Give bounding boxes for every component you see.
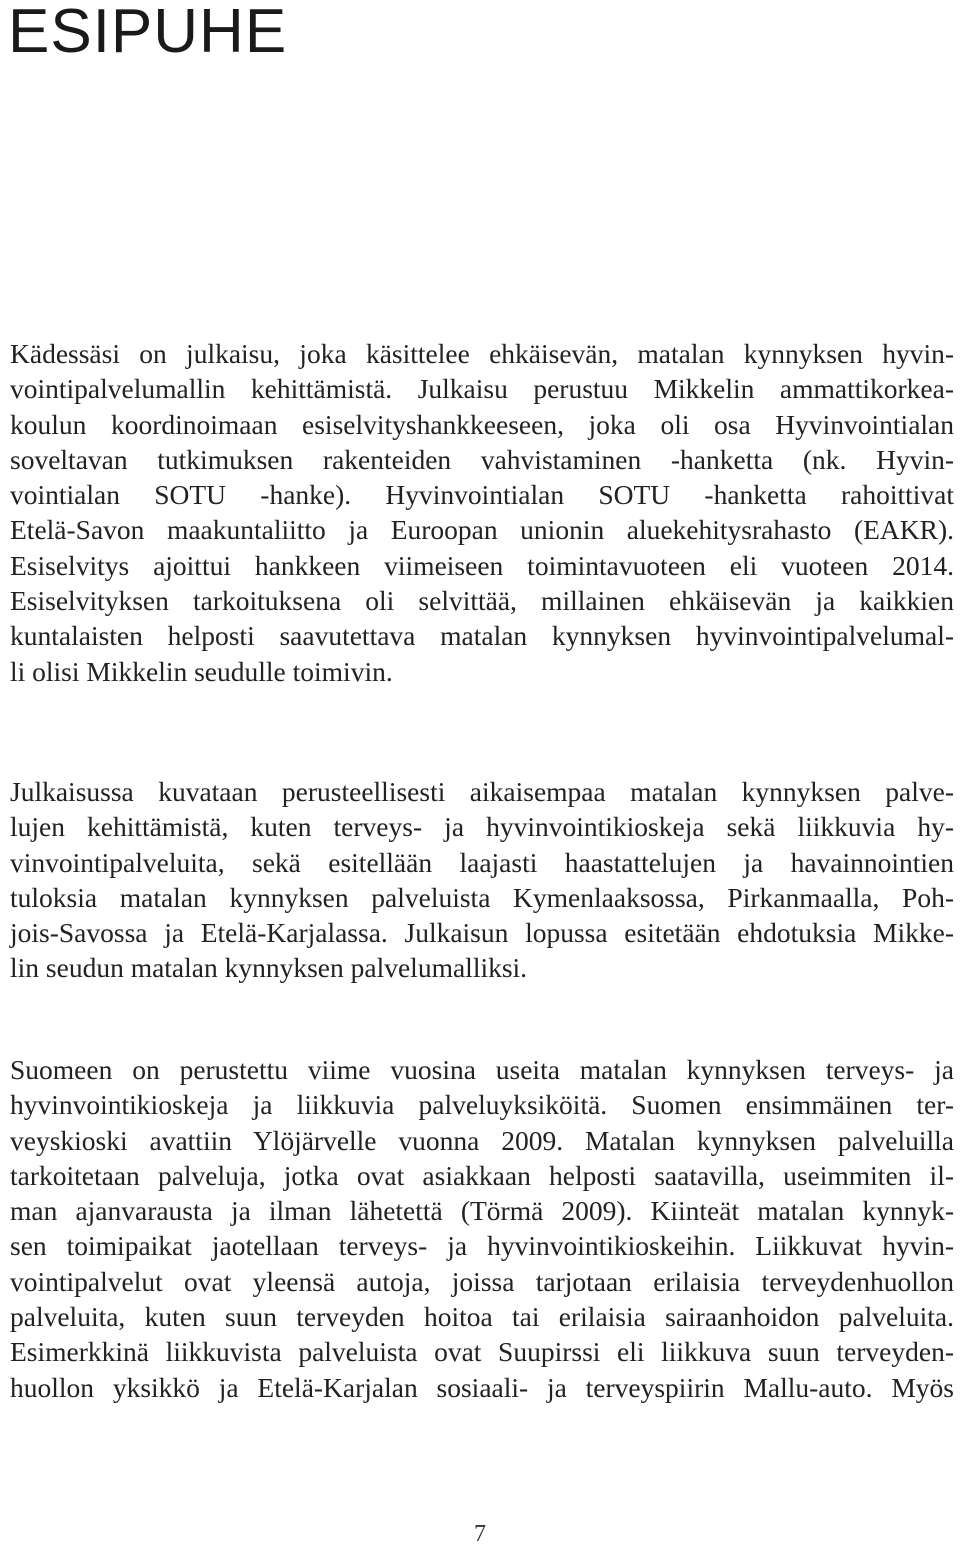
paragraph-text xyxy=(10,774,954,986)
text-line: koulun koordinoimaan esiselvityshankkeeseen, joka oli osa Hyvinvointialan xyxy=(10,408,954,440)
text-line: Esimerkkinä liikkuvista palveluista ovat Suupirssi eli liikkuva suun terveyden- xyxy=(10,1336,954,1368)
text-line: Etelä-Savon maakuntaliitto ja Euroopan unionin aluekehitysrahasto (EAKR). xyxy=(10,514,954,546)
text-line: lujen kehittämistä, kuten terveys- ja hyvinvointikioskeja sekä liikkuvia hy- xyxy=(10,811,954,843)
text-line: veyskioski avattiin Ylöjärvelle vuonna 2009. Matalan kynnyksen palveluilla xyxy=(10,1124,954,1156)
text-line: Suomeen on perustettu viime vuosina useita matalan kynnyksen terveys- ja xyxy=(10,1054,954,1085)
page-title: ESIPUHE xyxy=(8,0,288,66)
text-line: Julkaisussa kuvataan perusteellisesti aikaisempaa matalan kynnyksen palve- xyxy=(10,776,954,807)
text-line: hyvinvointikioskeja ja liikkuvia palveluyksiköitä. Suomen ensimmäinen ter- xyxy=(10,1089,954,1121)
paragraph-text xyxy=(10,1052,954,1405)
text-line: jois-Savossa ja Etelä-Karjalassa. Julkaisun lopussa esitetään ehdotuksia Mikke- xyxy=(10,917,954,949)
text-line: lin seudun matalan kynnyksen palvelumalliksi. xyxy=(10,952,528,984)
text-line: kuntalaisten helposti saavutettava matalan kynnyksen hyvinvointipalvelumal- xyxy=(10,620,954,652)
text-line: soveltavan tutkimuksen rakenteiden vahvistaminen -hanketta (nk. Hyvin- xyxy=(10,443,954,475)
text-line: man ajanvarausta ja ilman lähetettä (Törmä 2009). Kiinteät matalan kynnyk- xyxy=(10,1195,954,1227)
text-line: vointialan SOTU -hanke). Hyvinvointialan SOTU -hanketta rahoittivat xyxy=(10,479,954,511)
text-line: vointipalvelut ovat yleensä autoja, joissa tarjotaan erilaisia terveydenhuollon xyxy=(10,1265,954,1297)
text-line: Kädessäsi on julkaisu, joka käsittelee ehkäisevän, matalan kynnyksen hyvin- xyxy=(10,338,954,369)
text-line: huollon yksikkö ja Etelä-Karjalan sosiaali- ja terveyspiirin Mallu-auto. Myös xyxy=(10,1371,954,1403)
text-line: li olisi Mikkelin seudulle toimivin. xyxy=(10,655,393,687)
paragraph-1 xyxy=(10,336,954,689)
paragraph-2 xyxy=(10,774,954,986)
text-line: Esiselvitys ajoittui hankkeen viimeiseen toimintavuoteen eli vuoteen 2014. xyxy=(10,549,954,581)
paragraph-3 xyxy=(10,1052,954,1405)
text-line: palveluita, kuten suun terveyden hoitoa tai erilaisia sairaanhoidon palveluita. xyxy=(10,1301,954,1333)
text-line: vointipalvelumallin kehittämistä. Julkaisu perustuu Mikkelin ammattikorkea- xyxy=(10,373,954,405)
text-line: sen toimipaikat jaotellaan terveys- ja hyvinvointikioskeihin. Liikkuvat hyvin- xyxy=(10,1230,954,1262)
text-line: tuloksia matalan kynnyksen palveluista Kymenlaaksossa, Pirkanmaalla, Poh- xyxy=(10,881,954,913)
text-line: Esiselvityksen tarkoituksena oli selvittää, millainen ehkäisevän ja kaikkien xyxy=(10,585,954,617)
text-line: tarkoitetaan palveluja, jotka ovat asiakkaan helposti saatavilla, useimmiten il- xyxy=(10,1159,954,1191)
text-line: vinvointipalveluita, sekä esitellään laajasti haastattelujen ja havainnointien xyxy=(10,846,954,878)
paragraph-text xyxy=(10,336,954,689)
page-number: 7 xyxy=(474,1521,486,1547)
